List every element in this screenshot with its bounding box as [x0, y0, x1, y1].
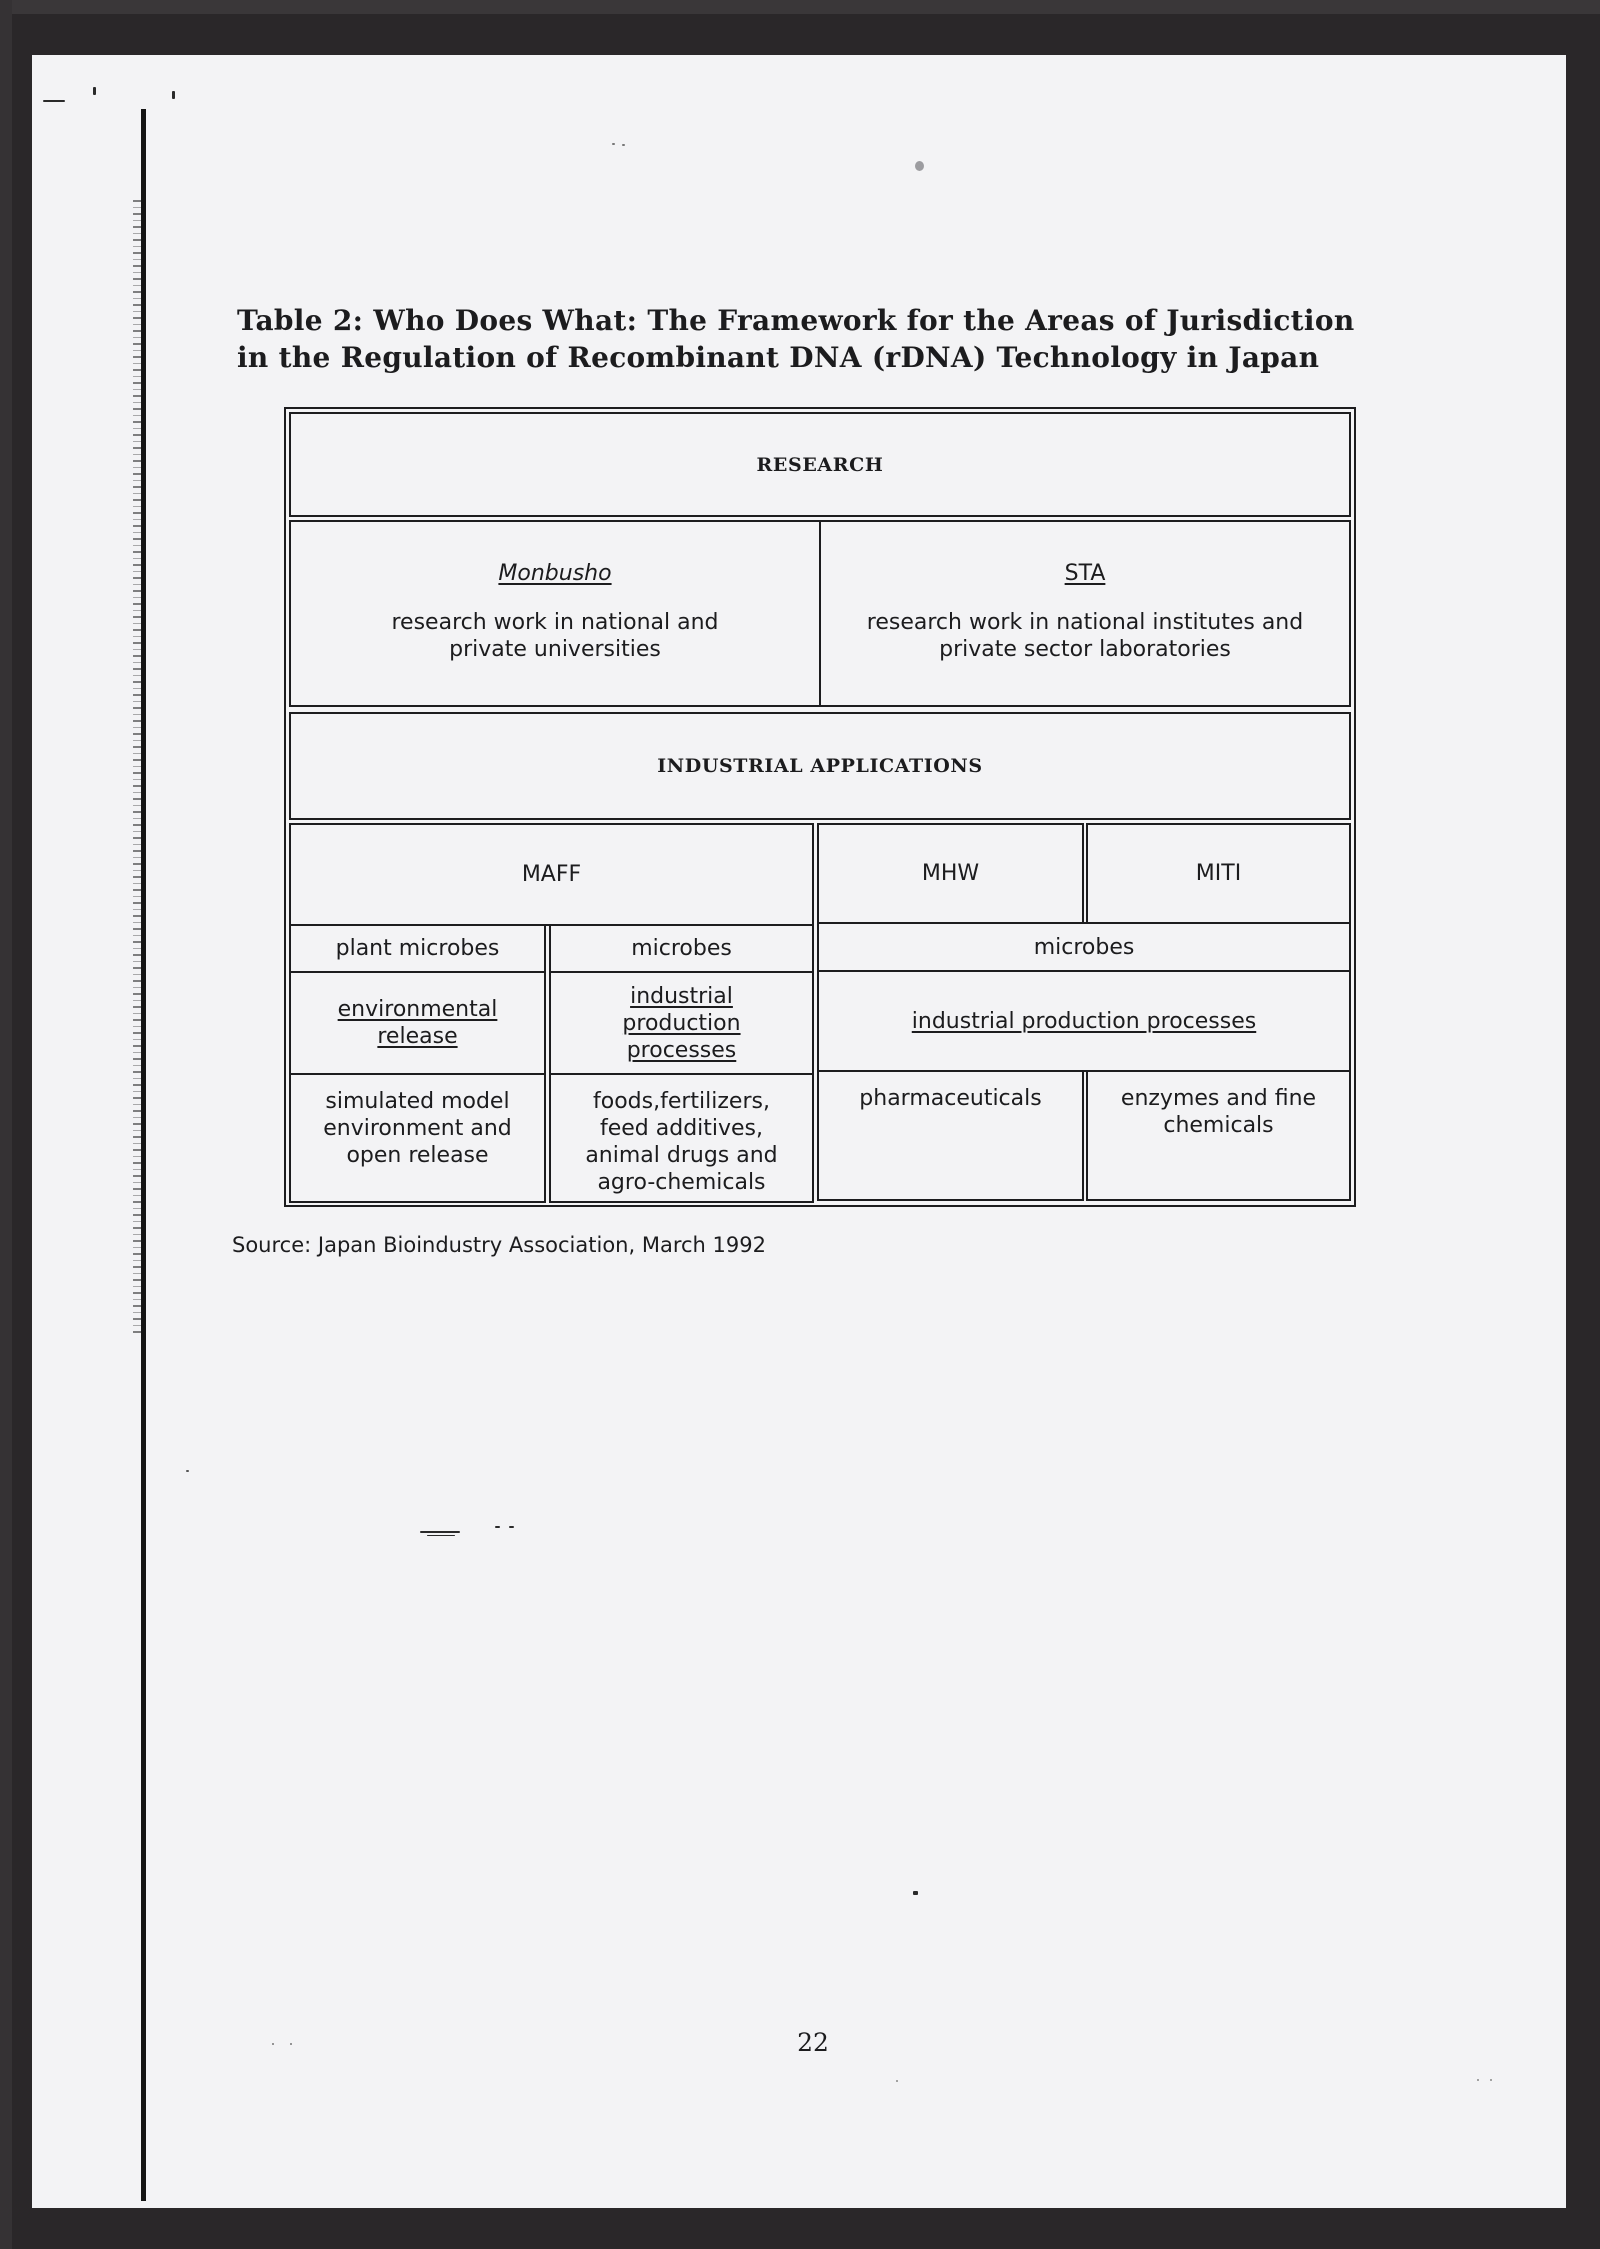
sta-cell [819, 520, 1351, 707]
scan-speck [896, 2080, 898, 2082]
mhw-miti-organisms-microbes: microbes [1033, 934, 1135, 960]
mhw-scope-cell [817, 1070, 1084, 1201]
scan-speck [420, 1531, 460, 1533]
miti-scope-enzymes: enzymes and fine chemicals [1120, 1086, 1317, 1138]
maff-area-cell [549, 971, 814, 1075]
monbusho-cell [289, 520, 821, 707]
industrial-applications-heading-cell [289, 712, 1351, 820]
scan-speck [622, 144, 625, 146]
maff-area-cell [289, 971, 546, 1075]
scan-speck [915, 161, 924, 171]
maff-scope-cell [549, 1073, 814, 1203]
scan-speck [186, 1470, 189, 1472]
research-heading-cell [289, 412, 1351, 517]
scan-speck [43, 100, 65, 102]
scanner-bed-top-edge [0, 0, 1600, 14]
maff-scope-simulated-model: simulated model environment and open release [323, 1089, 512, 1168]
scan-speck [93, 87, 96, 95]
maff-organisms-cell [549, 924, 814, 973]
sta-label: STA [1064, 561, 1106, 586]
maff-scope-foods-fertilizers: foods,fertilizers, feed additives, animal drugs and agro-chemicals [585, 1089, 778, 1195]
miti-label: MITI [1195, 861, 1242, 886]
scan-speck [1477, 2079, 1479, 2081]
binding-margin-noise [133, 200, 141, 1333]
monbusho-remit: research work in national and private universities [391, 610, 719, 662]
mhw-cell [817, 823, 1084, 924]
scanner-bed-left-edge [0, 0, 12, 2249]
scan-speck [1490, 2079, 1492, 2081]
scan-speck [913, 1891, 918, 1895]
table-title-line: Table 2: Who Does What: The Framework for the Areas of Jurisdiction [237, 304, 1355, 337]
research-heading: RESEARCH [756, 453, 884, 476]
document-page [32, 55, 1566, 2208]
page-number: 22 [797, 2028, 829, 2057]
mhw-scope-pharmaceuticals: pharmaceuticals [859, 1086, 1042, 1111]
table-title-line: in the Regulation of Recombinant DNA (rDNA) Technology in Japan [237, 341, 1320, 374]
scan-speck [290, 2043, 292, 2045]
scan-speck [272, 2043, 274, 2045]
sta-remit: research work in national institutes and private sector laboratories [866, 610, 1304, 662]
maff-area-environmental-release: environmental release [337, 997, 498, 1049]
maff-scope-cell [289, 1073, 546, 1203]
miti-scope-cell [1086, 1070, 1351, 1201]
scan-speck [172, 91, 175, 99]
industrial-applications-heading: INDUSTRIAL APPLICATIONS [657, 755, 983, 777]
maff-cell [289, 823, 814, 926]
scan-speck [495, 1526, 500, 1528]
miti-cell [1086, 823, 1351, 924]
mhw-miti-organisms-cell [817, 922, 1351, 972]
maff-organisms-plant-microbes: plant microbes [335, 936, 500, 961]
binding-margin-line [141, 109, 146, 2201]
maff-label: MAFF [521, 862, 582, 887]
jurisdiction-table [284, 407, 1356, 1207]
scan-speck [427, 1535, 455, 1536]
scan-speck [509, 1526, 514, 1528]
monbusho-label: Monbusho [498, 561, 612, 586]
maff-organisms-cell [289, 924, 546, 973]
table-title [237, 302, 1355, 376]
mhw-miti-area-cell [817, 970, 1351, 1072]
maff-area-industrial-production: industrial production processes [622, 983, 741, 1063]
mhw-miti-area-industrial-production: industrial production processes [911, 1008, 1257, 1034]
source-note: Source: Japan Bioindustry Association, March 1992 [232, 1233, 766, 1257]
maff-organisms-microbes: microbes [631, 936, 732, 961]
scan-speck [612, 143, 615, 145]
mhw-label: MHW [921, 861, 980, 886]
